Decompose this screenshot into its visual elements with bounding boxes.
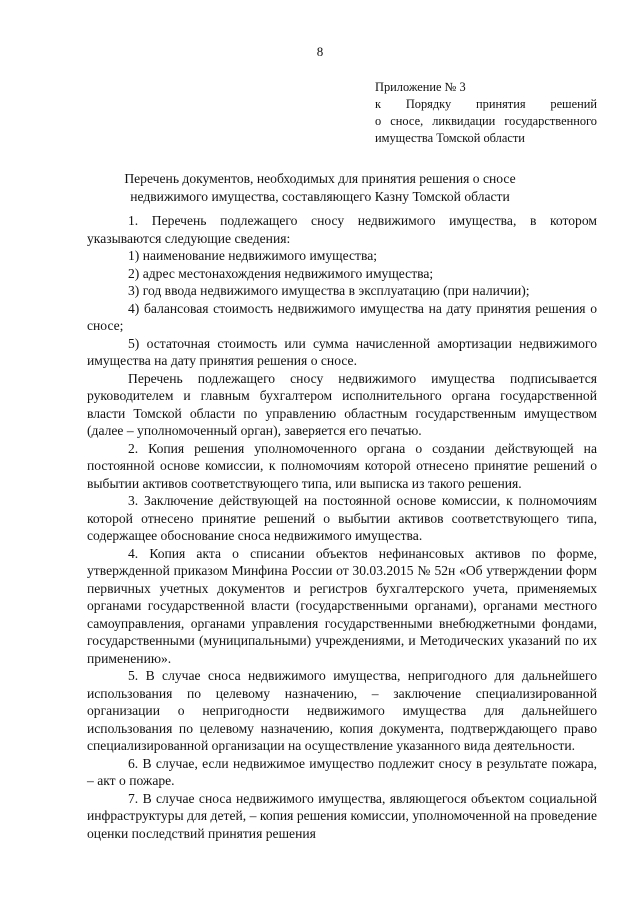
- paragraph: Перечень подлежащего сносу недвижимого имущества подписывается руководителем и главным бухгалтером исполнительного органа государственной власти Томской области по управлению областным государственным имуществом (далее – уполномоченный орган), заверяется его печатью.: [87, 370, 597, 438]
- paragraph: 5. В случае сноса недвижимого имущества, непригодного для дальнейшего использования по целевому назначению, – заключение специализированной организации о непригодности недвижимого имущества для дальнейшего использования по целевому назначению, копия документа, подтверждающего право специализированной организации на осуществление указанного вида деятельности.: [87, 668, 597, 753]
- paragraph: 3) год ввода недвижимого имущества в эксплуатацию (при наличии);: [128, 283, 530, 298]
- paragraph: 7. В случае сноса недвижимого имущества, являющегося объектом социальной инфраструктуры для детей, – копия решения комиссии, уполномоченной на проведение оценки последствий принятия решения: [87, 790, 597, 841]
- appendix-line: к Порядку принятия решений: [375, 97, 597, 111]
- paragraph: 4) балансовая стоимость недвижимого имущества на дату принятия решения о сносе;: [87, 300, 597, 333]
- paragraph: 4. Копия акта о списании объектов нефинансовых активов по форме, утвержденной приказом Минфина России от 30.03.2015 № 52н «Об утверждении форм первичных учетных документов и регистров бухгалтерского учета, применяемых органами государственной власти (государственными органами), органами местного самоуправления, органами управления государственными внебюджетными фондами, государственными (муниципальными) учреждениями, и Методических указаний по их применению».: [87, 545, 597, 666]
- paragraph: 5) остаточная стоимость или сумма начисленной амортизации недвижимого имущества на дату принятия решения о сносе.: [87, 335, 597, 368]
- document-title: Перечень документов, необходимых для принятия решения о сносе недвижимого имущества, составляющего Казну Томской области: [124, 171, 516, 204]
- paragraph: 1) наименование недвижимого имущества;: [128, 248, 378, 263]
- paragraph: 2) адрес местонахождения недвижимого имущества;: [128, 265, 434, 281]
- paragraph: 2. Копия решения уполномоченного органа о создании действующей на постоянной основе комиссии, к полномочиям которой отнесено принятие решений о выбытии активов соответствующего типа, или выписка из такого решения.: [87, 440, 597, 491]
- page-number: 8: [316, 44, 324, 59]
- paragraph: 3. Заключение действующей на постоянной основе комиссии, к полномочиям которой отнесено принятие решений о выбытии активов соответствующего типа, содержащее обоснование сноса недвижимого имущества.: [87, 493, 597, 543]
- appendix-header: [375, 79, 597, 147]
- appendix-line: имущества Томской области: [375, 131, 525, 145]
- appendix-line: о сносе, ликвидации государственного: [375, 114, 597, 128]
- appendix-title: Приложение № 3: [375, 80, 466, 94]
- paragraph: 6. В случае, если недвижимое имущество подлежит сносу в результате пожара, – акт о пожаре.: [87, 755, 597, 788]
- document-body: [87, 212, 597, 842]
- paragraph: 1. Перечень подлежащего сносу недвижимого имущества, в котором указываются следующие сведения:: [87, 213, 597, 246]
